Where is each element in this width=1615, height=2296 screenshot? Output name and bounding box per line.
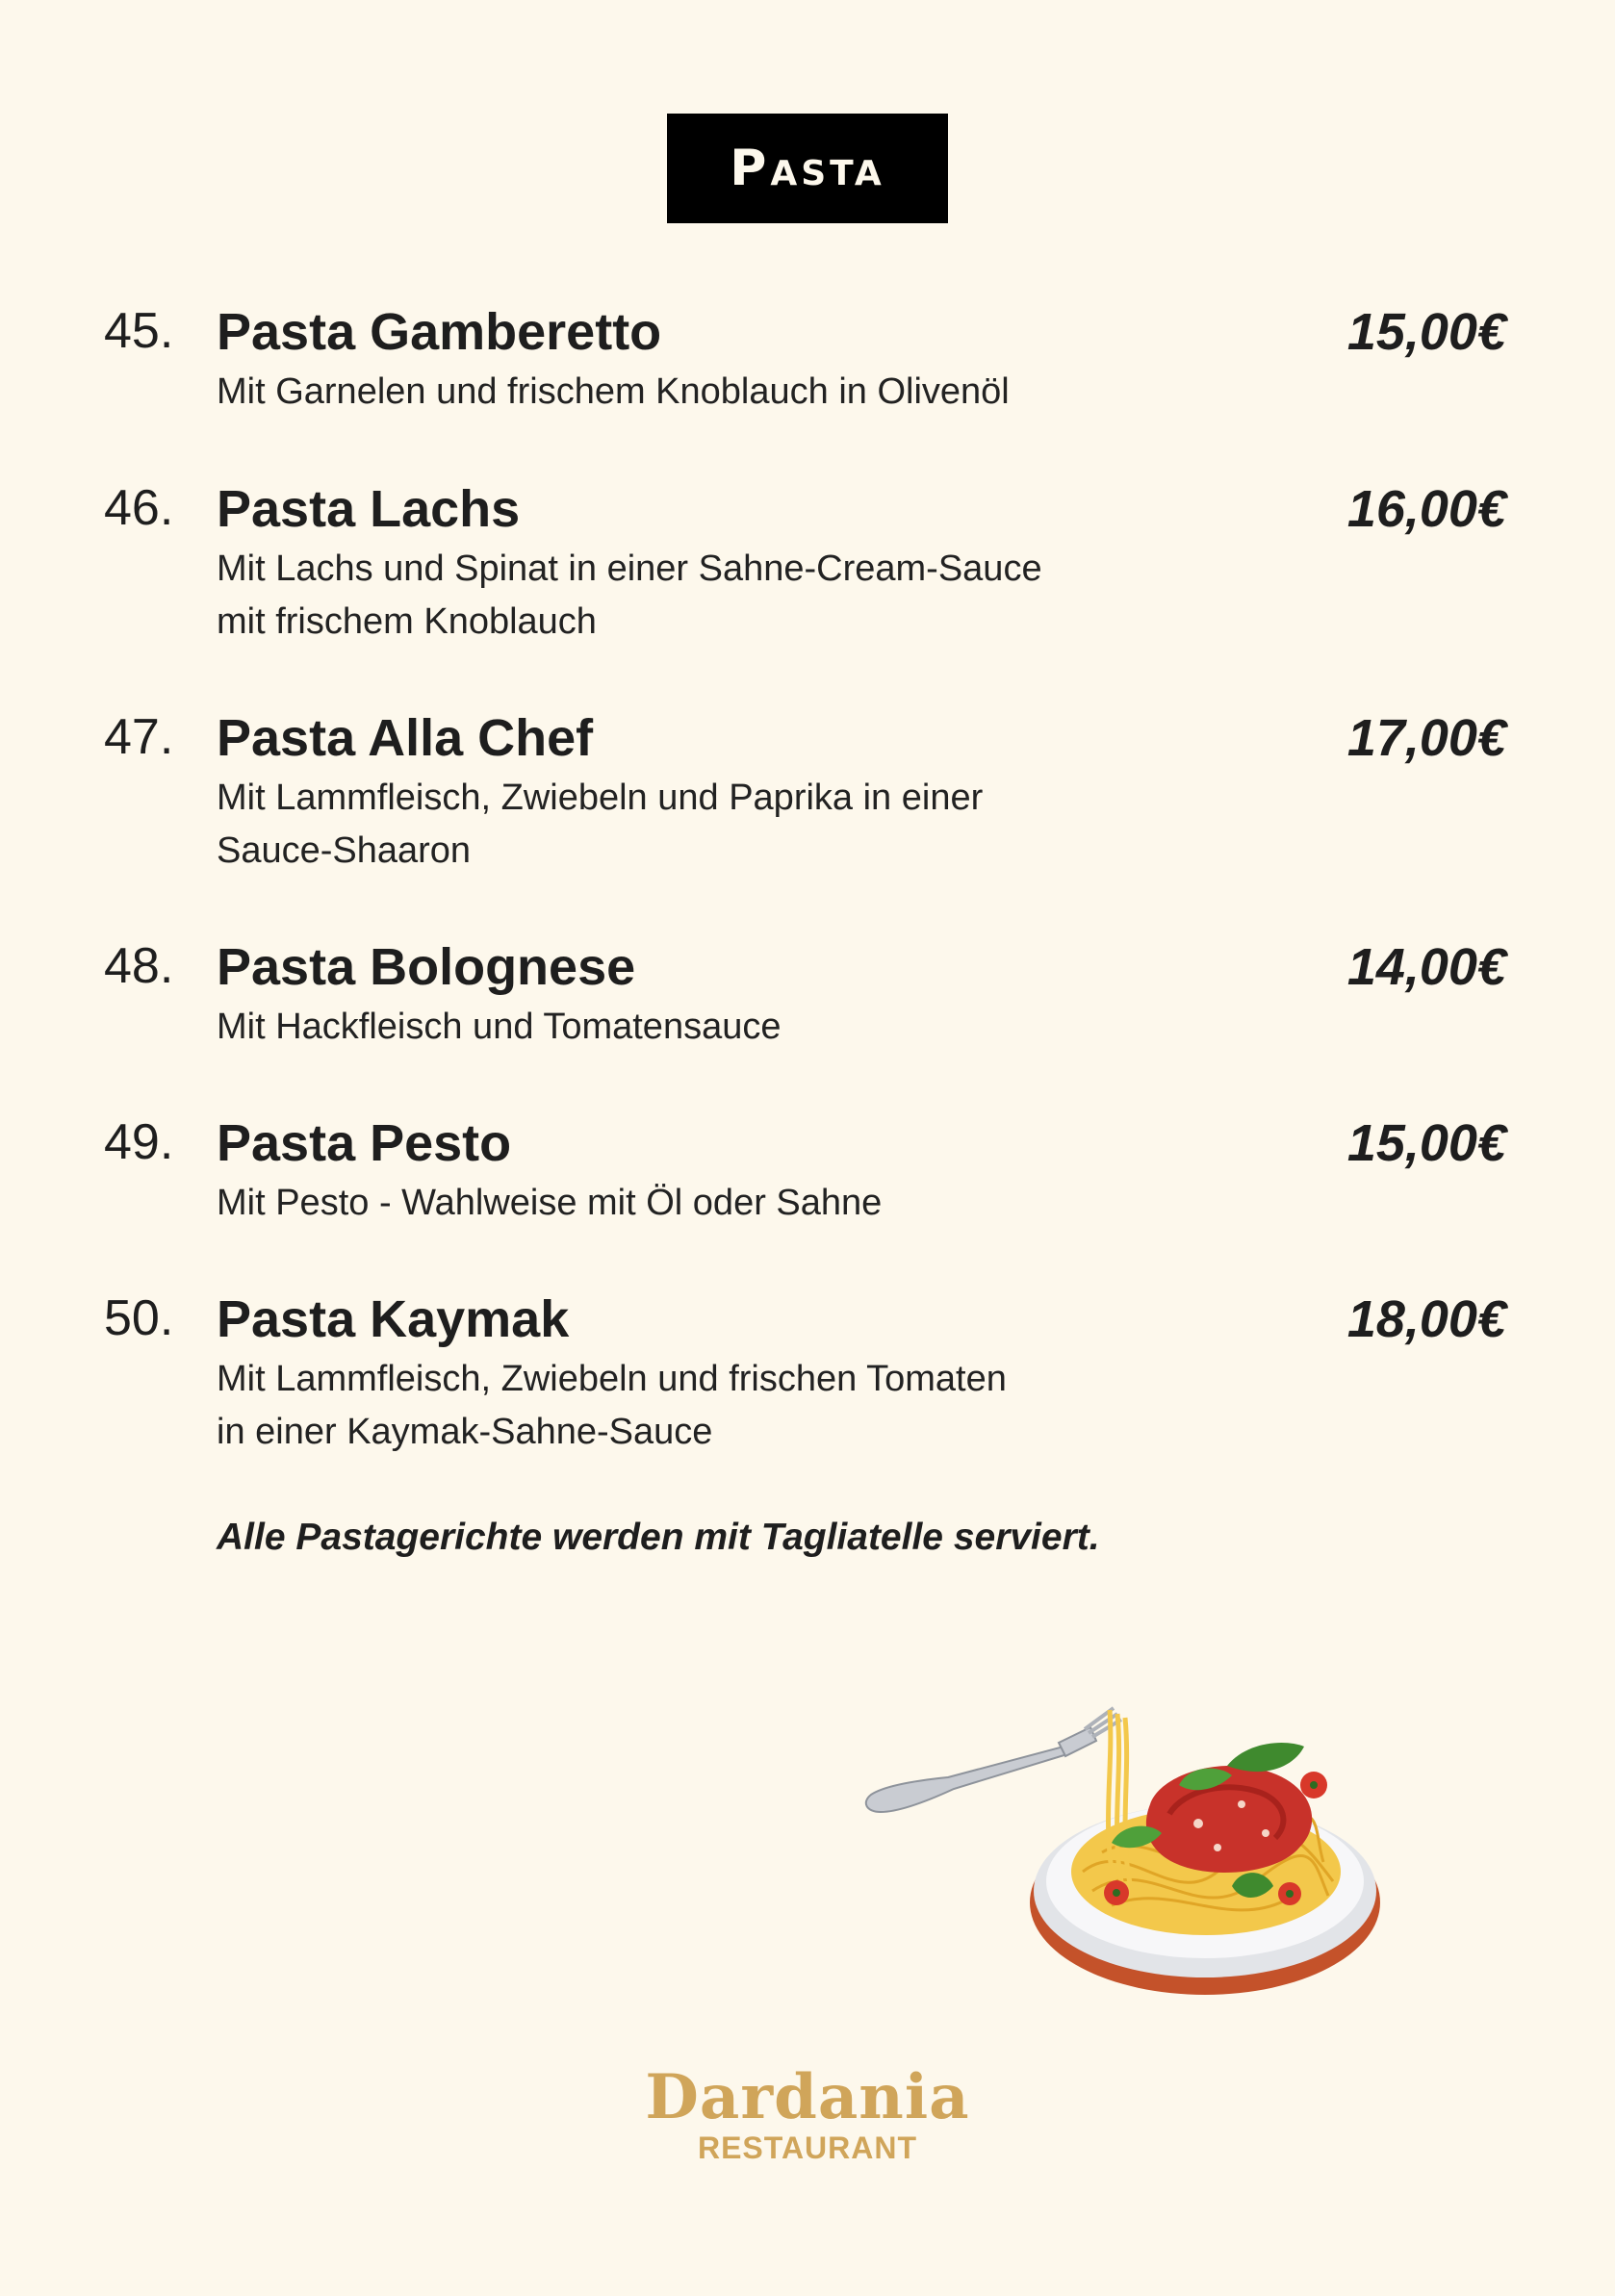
item-name: Pasta Kaymak xyxy=(217,1290,570,1348)
item-price: 15,00€ xyxy=(1346,1114,1506,1172)
item-price: 15,00€ xyxy=(1346,303,1506,361)
description-line: Mit Lammfleisch, Zwiebeln und frischen Tomaten xyxy=(217,1359,1007,1399)
item-price: 16,00€ xyxy=(1346,480,1506,538)
item-name: Pasta Lachs xyxy=(217,480,521,538)
item-number: 49. xyxy=(104,1114,174,1170)
fork-icon xyxy=(866,1708,1121,1812)
item-number: 47. xyxy=(104,709,174,765)
item-number: 48. xyxy=(104,938,174,994)
item-description xyxy=(217,1177,1198,1230)
item-number: 46. xyxy=(104,480,174,536)
description-line: Mit Hackfleisch und Tomatensauce xyxy=(217,1007,782,1047)
brand-name: Dardania xyxy=(645,2061,970,2133)
description-line: mit frischem Knoblauch xyxy=(217,601,597,642)
description-line: in einer Kaymak-Sahne-Sauce xyxy=(217,1412,713,1452)
description-line: Mit Garnelen und frischem Knoblauch in Olivenöl xyxy=(217,371,1010,412)
item-number: 45. xyxy=(104,303,174,359)
page-title-box xyxy=(667,114,948,223)
page-title: Pasta xyxy=(730,140,885,197)
item-description xyxy=(217,772,1198,878)
description-line: Mit Lachs und Spinat in einer Sahne-Cream-Sauce xyxy=(217,548,1042,589)
item-description xyxy=(217,1001,1198,1054)
item-description xyxy=(217,1353,1198,1459)
serving-note: Alle Pastagerichte werden mit Tagliatelle serviert. xyxy=(217,1517,1100,1558)
description-line: Mit Pesto - Wahlweise mit Öl oder Sahne xyxy=(217,1183,883,1223)
item-description xyxy=(217,366,1198,419)
restaurant-logo xyxy=(567,2061,1048,2166)
item-price: 17,00€ xyxy=(1346,709,1506,767)
description-line: Mit Lammfleisch, Zwiebeln und Paprika in einer xyxy=(217,778,984,818)
item-name: Pasta Alla Chef xyxy=(217,709,594,767)
item-name: Pasta Gamberetto xyxy=(217,303,662,361)
spaghetti-plate-icon xyxy=(861,1689,1400,1997)
item-price: 18,00€ xyxy=(1346,1290,1506,1348)
description-line: Sauce-Shaaron xyxy=(217,830,472,871)
brand-subtitle: RESTAURANT xyxy=(697,2130,918,2165)
item-description xyxy=(217,543,1198,649)
item-name: Pasta Pesto xyxy=(217,1114,512,1172)
item-price: 14,00€ xyxy=(1346,938,1506,996)
item-number: 50. xyxy=(104,1290,174,1346)
item-name: Pasta Bolognese xyxy=(217,938,636,996)
